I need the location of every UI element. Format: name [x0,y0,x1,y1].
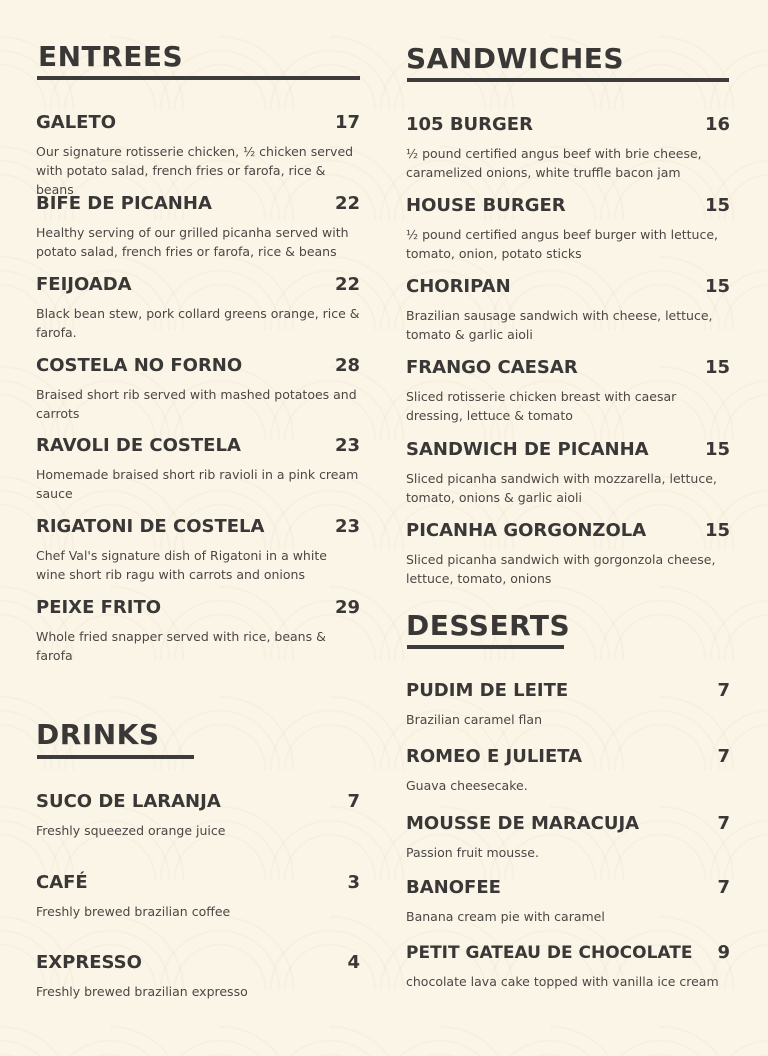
item-name: BANOFEE [406,877,501,898]
item-name: FEIJOADA [36,274,132,295]
menu-item [406,276,730,344]
item-description: Guava cheesecake. [406,778,528,793]
item-description: Whole fried snapper served with rice, beans & farofa [36,629,326,663]
menu-item [36,597,360,665]
item-name: 105 BURGER [406,114,533,135]
menu-item [406,680,730,729]
menu-item [36,952,360,1001]
item-name: EXPRESSO [36,952,142,973]
item-name: PEIXE FRITO [36,597,162,618]
item-description: Sliced rotisserie chicken breast with caesar dressing, lettuce & tomato [406,389,677,423]
item-name: PUDIM DE LEITE [406,680,569,701]
item-description: Our signature rotisserie chicken, ½ chicken served with potato salad, french fries or farofa, rice & beans [36,144,354,197]
menu-item [36,872,360,921]
menu-item [406,520,730,588]
item-price: 15 [704,357,730,378]
item-name: COSTELA NO FORNO [36,355,243,376]
item-description: Chef Val's signature dish of Rigatoni in a white wine short rib ragu with carrots and onions [36,548,327,582]
item-price: 15 [704,520,730,541]
item-name: GALETO [36,112,117,133]
item-price: 29 [334,597,360,618]
item-name: PICANHA GORGONZOLA [406,520,647,541]
menu-item [36,193,360,261]
item-description: Braised short rib served with mashed potatoes and carrots [36,387,357,421]
entrees-title: ENTREES [38,40,184,73]
item-description: Sliced picanha sandwich with mozzarella, lettuce, tomato, onions & garlic aioli [406,471,717,505]
item-description: Brazilian sausage sandwich with cheese, lettuce, tomato & garlic aioli [406,308,713,342]
item-name: CAFÉ [36,872,88,893]
item-description: ½ pound certified angus beef with brie cheese, caramelized onions, white truffle bacon jam [406,146,702,180]
menu-item [406,813,730,862]
item-price: 22 [334,193,360,214]
item-description: Sliced picanha sandwich with gorgonzola cheese, lettuce, tomato, onions [406,552,716,586]
item-description: Freshly brewed brazilian coffee [36,904,231,919]
item-price: 15 [704,195,730,216]
menu-item [36,274,360,342]
item-name: ROMEO E JULIETA [406,746,583,767]
item-name: FRANGO CAESAR [406,357,578,378]
item-price: 15 [704,276,730,297]
item-price: 4 [347,952,360,973]
item-price: 16 [704,114,730,135]
item-price: 17 [334,112,360,133]
item-price: 7 [717,680,730,701]
menu-item [36,516,360,584]
menu-item [36,355,360,423]
menu-item [36,435,360,503]
item-price: 7 [717,877,730,898]
item-name: SANDWICH DE PICANHA [406,439,649,460]
item-description: Homemade braised short rib ravioli in a pink cream sauce [36,467,359,501]
item-description: Passion fruit mousse. [406,845,539,860]
item-description: Banana cream pie with caramel [406,909,605,924]
menu-item [406,114,730,182]
menu-item [406,439,730,507]
item-name: RAVOLI DE COSTELA [36,435,241,456]
item-price: 15 [704,439,730,460]
menu-item [36,112,360,199]
item-description: Black bean stew, pork collard greens orange, rice & farofa. [36,306,360,340]
menu-item [36,791,360,840]
item-price: 7 [717,813,730,834]
item-description: Freshly brewed brazilian expresso [36,984,248,999]
item-name: CHORIPAN [406,276,511,297]
item-description: Freshly squeezed orange juice [36,823,226,838]
item-price: 3 [347,872,360,893]
entrees-rule [37,76,360,80]
sandwiches-title: SANDWICHES [406,42,625,75]
item-description: chocolate lava cake topped with vanilla ice cream [406,974,719,989]
menu-item [406,877,730,926]
item-price: 7 [717,746,730,767]
drinks-rule [37,755,194,759]
item-price: 7 [347,791,360,812]
item-price: 28 [334,355,360,376]
item-price: 9 [717,942,730,963]
item-price: 23 [334,516,360,537]
desserts-rule [407,645,564,649]
desserts-title: DESSERTS [406,609,571,642]
item-price: 23 [334,435,360,456]
menu-item [406,357,730,425]
item-name: RIGATONI DE COSTELA [36,516,265,537]
item-name: SUCO DE LARANJA [36,791,221,812]
item-description: Brazilian caramel flan [406,712,543,727]
item-name: MOUSSE DE MARACUJA [406,813,640,834]
sandwiches-rule [407,78,729,82]
item-name: HOUSE BURGER [406,195,566,216]
menu-item [406,746,730,795]
item-description: ½ pound certified angus beef burger with lettuce, tomato, onion, potato sticks [406,227,719,261]
menu-item [406,942,730,991]
item-description: Healthy serving of our grilled picanha served with potato salad, french fries or farofa, rice & beans [36,225,349,259]
drinks-title: DRINKS [36,718,160,751]
item-price: 22 [334,274,360,295]
item-name: PETIT GATEAU DE CHOCOLATE [406,943,693,963]
menu-item [406,195,730,263]
item-name: BIFE DE PICANHA [36,193,212,214]
